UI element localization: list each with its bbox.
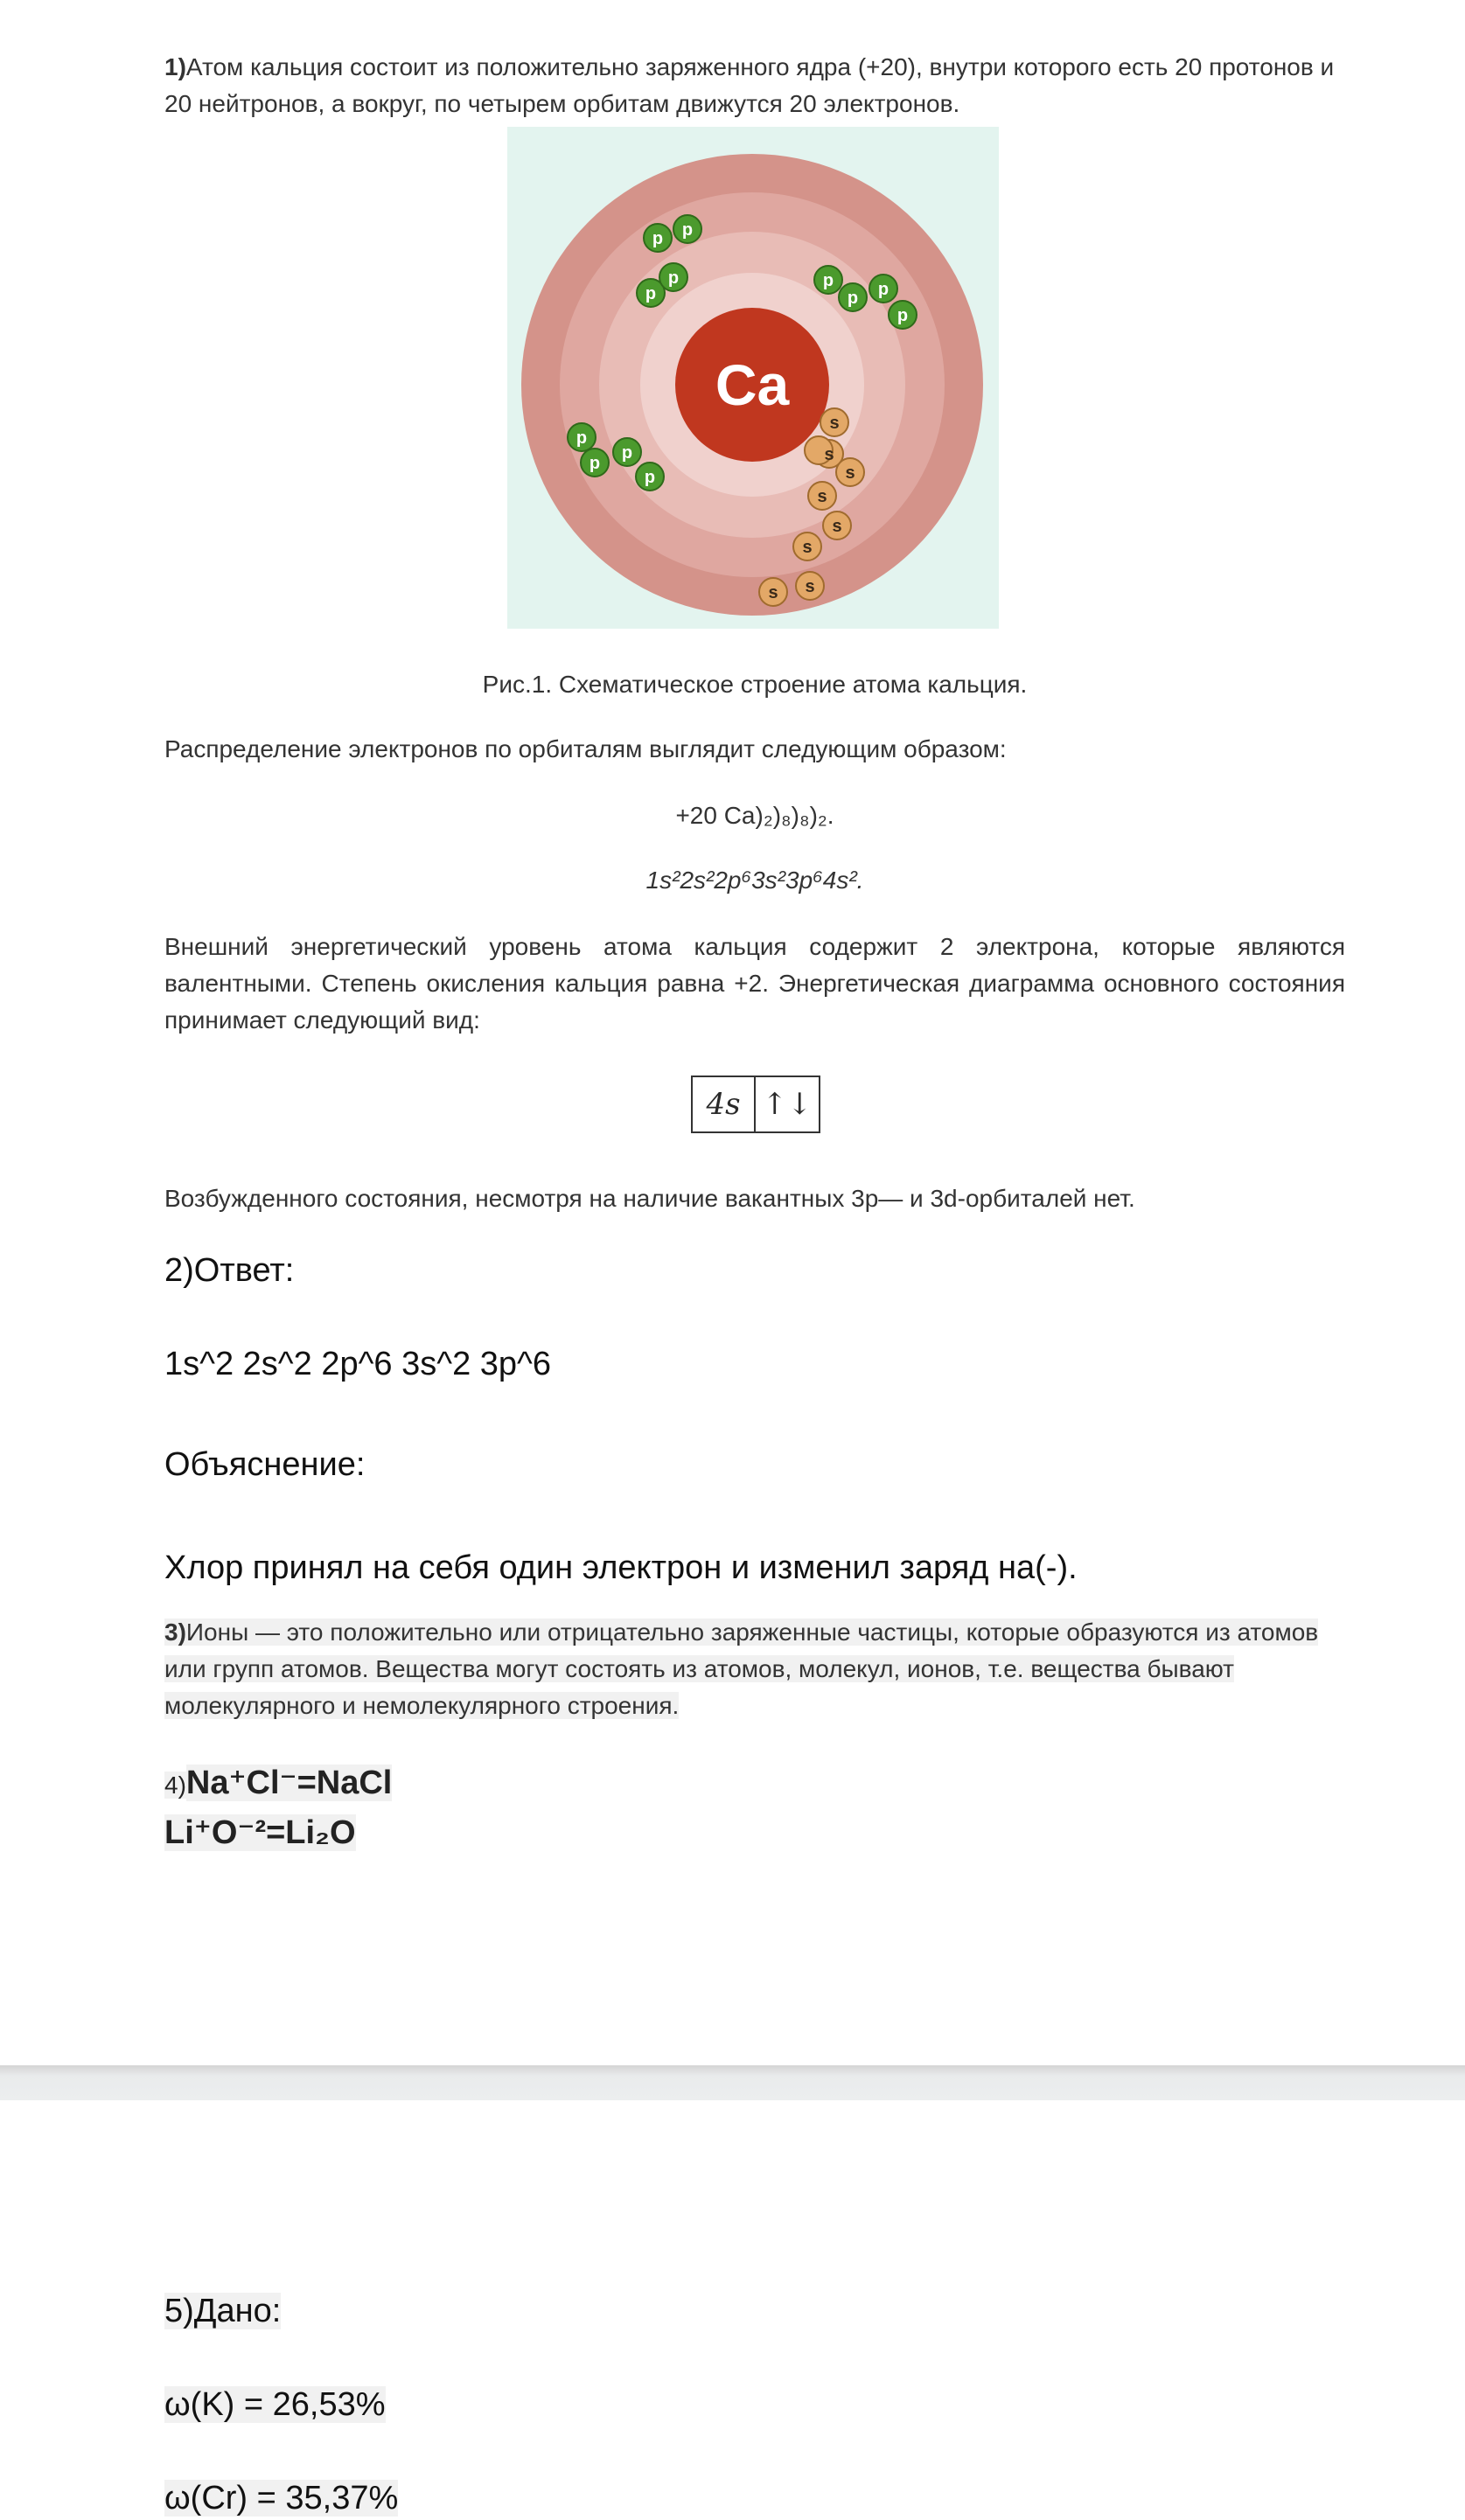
svg-text:p: p [652,229,664,248]
calcium-atom-figure [507,127,999,629]
ionic-equation-nacl: Na⁺Cl⁻=NaCl [185,1765,393,1801]
paragraph-4-line-2 [164,1809,392,1857]
mass-fraction-k-text: ω(K) = 26,53% [164,2386,386,2423]
svg-text:s: s [817,487,827,506]
paragraph-3 [164,1614,1345,1724]
svg-text:p: p [667,268,680,288]
paragraph-1-text: Атом кальция состоит из положительно заряженного ядра (+20), внутри которого есть 20 протонов и 20 нейтронов, а вокруг, по четырем орбитам движутся 20 электронов. [164,53,1335,117]
orbital-arrows: ↑↓ [762,1087,813,1122]
mass-fraction-k [164,2383,386,2426]
excited-state-text: Возбужденного состояния, несмотря на наличие вакантных 3p— и 3d-орбиталей нет. [164,1185,1135,1212]
explanation-text: Хлор принял на себя один электрон и изменил заряд на(-). [164,1549,1078,1586]
svg-text:s: s [824,445,834,464]
answer-2-configuration: 1s^2 2s^2 2p^6 3s^2 3p^6 [164,1346,551,1382]
mass-fraction-cr [164,2476,398,2520]
atom-symbol: Ca [715,352,790,417]
svg-text:p: p [645,284,657,303]
valence-paragraph: Внешний энергетический уровень атома кальция содержит 2 электрона, которые являются валентными. Степень окисления кальция равна +2. Энергетическая диаграмма основного состояния принимает следующий вид: [164,933,1345,1034]
svg-text:s: s [802,538,813,557]
svg-text:p: p [822,271,834,290]
mass-fraction-cr-text: ω(Cr) = 35,37% [164,2480,399,2517]
paragraph-1-number: 1) [164,53,186,80]
paragraph-1 [164,49,1345,122]
svg-text:s: s [768,583,778,602]
svg-text:s: s [829,414,840,433]
svg-text:s: s [832,517,842,536]
page-separator [0,2065,1465,2100]
paragraph-4 [164,1759,392,1857]
atom-diagram-svg [507,127,999,629]
svg-text:p: p [644,468,656,487]
distribution-intro: Распределение электронов по орбиталям выглядит следующим образом: [164,735,1007,762]
svg-text:p: p [896,306,909,325]
orbital-diagram [691,1076,820,1133]
svg-text:s: s [845,463,855,483]
paragraph-3-text: Ионы — это положительно или отрицательно заряженные частицы, которые образуются из атомов или групп атомов. Вещества могут состоять из атомов, молекул, ионов, т.е. вещества бывают молекулярного и немолекулярного строения. [164,1619,1319,1719]
svg-text:s: s [805,577,815,596]
given-heading-text: 5)Дано: [164,2293,282,2329]
svg-text:p: p [847,289,859,308]
svg-text:p: p [681,220,694,240]
shell-formula: +20 Ca)₂)₈)₈)₂. [675,802,834,829]
given-heading [164,2289,281,2333]
paragraph-3-number: 3) [164,1619,186,1646]
svg-text:p: p [576,428,588,448]
figure-caption: Рис.1. Схематическое строение атома кальция. [482,671,1028,698]
orbital-label: 4s [693,1077,756,1131]
paragraph-4-line-1 [164,1759,392,1809]
answer-2-heading: 2)Ответ: [164,1252,295,1289]
ionic-equation-li2o: Li⁺O⁻²=Li₂O [164,1814,356,1851]
explanation-heading: Объяснение: [164,1446,366,1483]
svg-text:p: p [621,443,633,463]
svg-text:p: p [589,454,601,473]
electron-configuration: 1s²2s²2p⁶3s²3p⁶4s². [645,867,864,894]
svg-text:p: p [877,280,889,299]
paragraph-4-number: 4) [164,1772,186,1799]
